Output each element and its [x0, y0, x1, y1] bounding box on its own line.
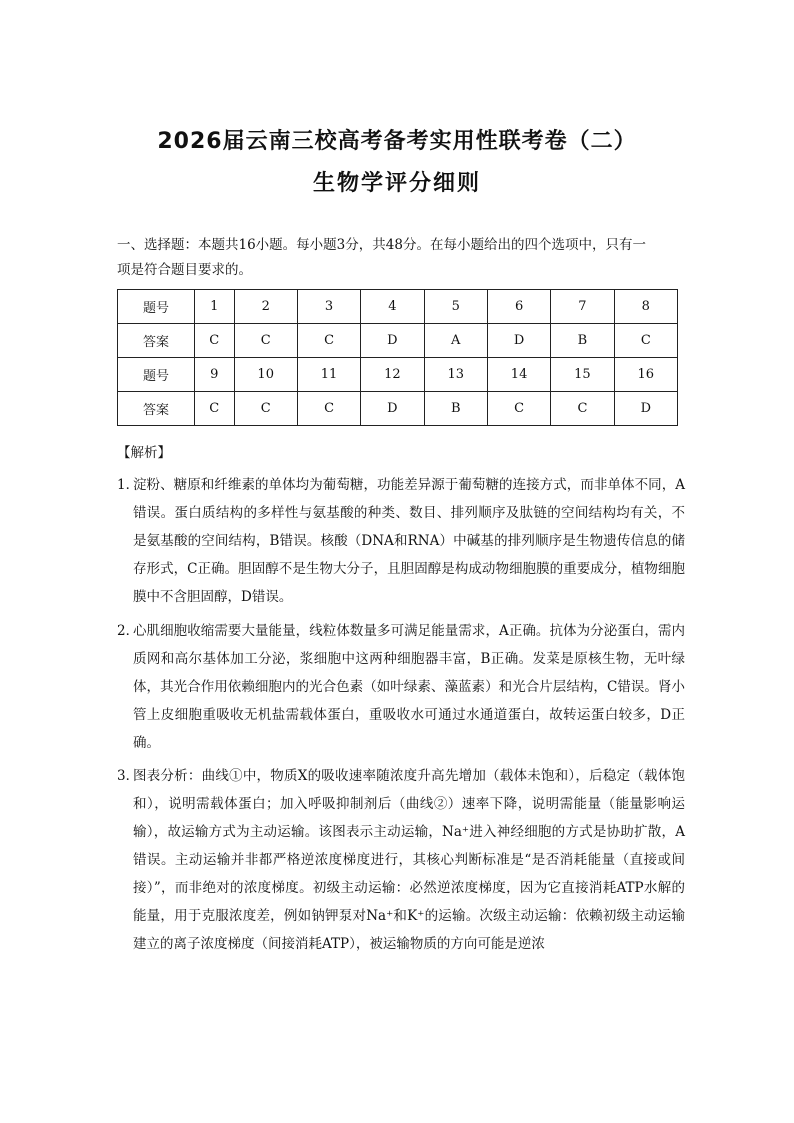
explanation-number: 2．: [117, 623, 140, 639]
answer-cell: C: [234, 392, 297, 426]
question-number: 13: [424, 358, 487, 392]
question-number: 5: [424, 290, 487, 324]
explanation-item: [117, 471, 685, 611]
answer-cell: C: [487, 392, 550, 426]
answer-cell: D: [361, 324, 424, 358]
explanation-number: 3．: [117, 768, 140, 784]
row-header-answer: 答案: [118, 324, 195, 358]
question-number: 1: [195, 290, 235, 324]
question-number: 8: [614, 290, 677, 324]
section-intro-line-2: 项是符合题目要求的。: [117, 262, 252, 278]
question-number: 4: [361, 290, 424, 324]
question-number: 6: [487, 290, 550, 324]
answer-cell: C: [297, 324, 360, 358]
section-intro-line-1: 一、选择题：本题共16小题。每小题3分，共48分。在每小题给出的四个选项中，只有一: [117, 237, 646, 253]
explanation-text: 心肌细胞收缩需要大量能量，线粒体数量多可满足能量需求，A正确。抗体为分泌蛋白，需内质网和高尔基体加工分泌，浆细胞中这两种细胞器丰富，B正确。发菜是原核生物，无叶绿体，其光合作用依赖细胞内的光合色素（如叶绿素、藻蓝素）和光合片层结构，C错误。肾小管上皮细胞重吸收无机盐需载体蛋白，重吸收水可通过水通道蛋白，故转运蛋白较多，D正确。: [133, 623, 685, 751]
page-title: 2026届云南三校高考备考实用性联考卷（二）: [157, 129, 637, 154]
answer-cell: B: [551, 324, 614, 358]
table-row-answers-1: [118, 324, 678, 358]
answer-cell: C: [297, 392, 360, 426]
explanation-item: [117, 617, 685, 757]
answer-table: [117, 289, 678, 426]
answer-cell: C: [195, 324, 235, 358]
page-subtitle: 生物学评分细则: [312, 171, 481, 196]
explanation-text: 淀粉、糖原和纤维素的单体均为葡萄糖，功能差异源于葡萄糖的连接方式，而非单体不同，A错误。蛋白质结构的多样性与氨基酸的种类、数目、排列顺序及肽链的空间结构均有关，不是氨基酸的空间结构，B错误。核酸（DNA和RNA）中碱基的排列顺序是生物遗传信息的储存形式，C正确。胆固醇不是生物大分子，且胆固醇是构成动物细胞膜的重要成分，植物细胞膜中不含胆固醇，D错误。: [133, 477, 685, 605]
answer-cell: C: [234, 324, 297, 358]
answer-cell: A: [424, 324, 487, 358]
answer-cell: C: [551, 392, 614, 426]
question-number: 10: [234, 358, 297, 392]
question-number: 2: [234, 290, 297, 324]
answer-cell: C: [614, 324, 677, 358]
analysis-label: 【解析】: [117, 445, 171, 461]
answer-cell: D: [361, 392, 424, 426]
table-row-questions-1: [118, 290, 678, 324]
answer-cell: D: [487, 324, 550, 358]
row-header-question: 题号: [118, 358, 195, 392]
question-number: 9: [195, 358, 235, 392]
table-row-questions-2: [118, 358, 678, 392]
answer-cell: B: [424, 392, 487, 426]
question-number: 7: [551, 290, 614, 324]
question-number: 3: [297, 290, 360, 324]
table-row-answers-2: [118, 392, 678, 426]
explanation-text: 图表分析：曲线①中，物质X的吸收速率随浓度升高先增加（载体未饱和），后稳定（载体饱和），说明需载体蛋白；加入呼吸抑制剂后（曲线②）速率下降，说明需能量（能量影响运输），故运输方式为主动运输。该图表示主动运输，Na⁺进入神经细胞的方式是协助扩散，A错误。主动运输并非都严格逆浓度梯度进行，其核心判断标准是“是否消耗能量（直接或间接）”，而非绝对的浓度梯度。初级主动运输：必然逆浓度梯度，因为它直接消耗ATP水解的能量，用于克服浓度差，例如钠钾泵对Na⁺和K⁺的运输。次级主动运输：依赖初级主动运输建立的离子浓度梯度（间接消耗ATP），被运输物质的方向可能是逆浓: [133, 768, 685, 952]
answer-cell: D: [614, 392, 677, 426]
question-number: 14: [487, 358, 550, 392]
question-number: 11: [297, 358, 360, 392]
row-header-answer: 答案: [118, 392, 195, 426]
explanation-item: [117, 762, 685, 958]
row-header-question: 题号: [118, 290, 195, 324]
question-number: 12: [361, 358, 424, 392]
answer-cell: C: [195, 392, 235, 426]
question-number: 15: [551, 358, 614, 392]
explanation-number: 1．: [117, 477, 140, 493]
question-number: 16: [614, 358, 677, 392]
